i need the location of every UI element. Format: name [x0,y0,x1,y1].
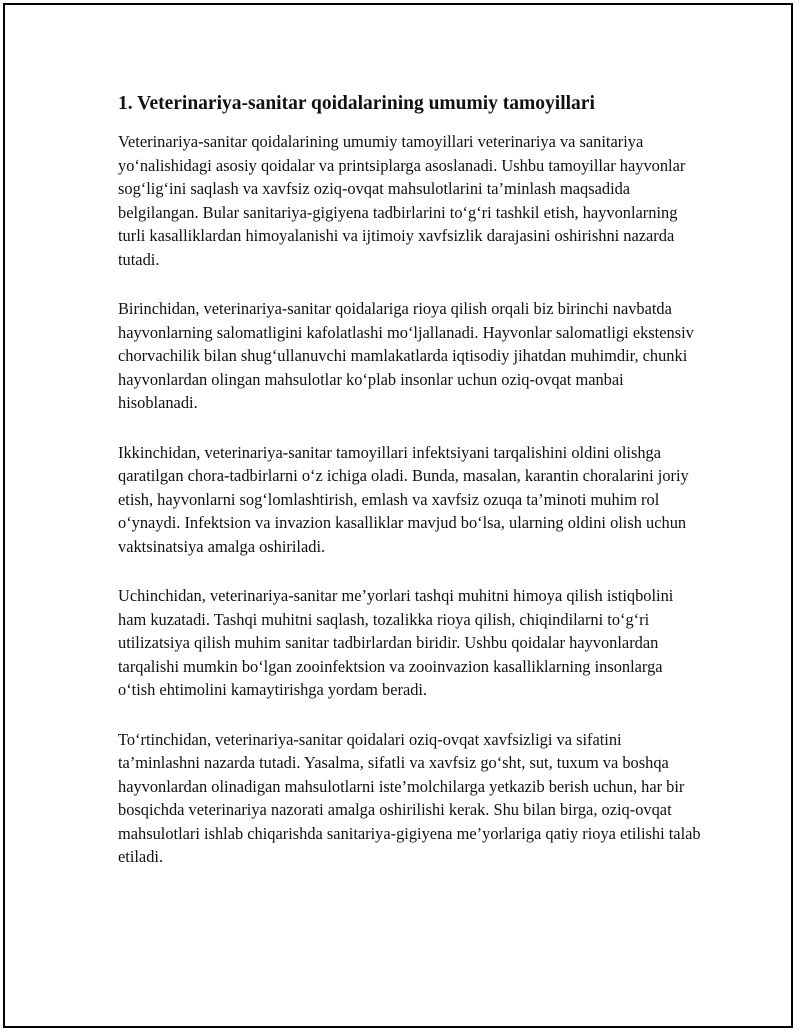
paragraph-second: Ikkinchidan, veterinariya-sanitar tamoyillari infektsiyani tarqalishini oldini olishga qaratilgan chora-tadbirlarni o‘z ichiga oladi. Bunda, masalan, karantin choralarini joriy etish, hayvonlarni sog‘lomlashtirish, emlash va xavfsiz ozuqa ta’minoti muhim rol o‘ynaydi. Infektsion va invazion kasalliklar mavjud bo‘lsa, ularning oldini olish uchun vaktsinatsiya amalga oshiriladi. [118,442,689,556]
paragraph-intro: Veterinariya-sanitar qoidalarining umumiy tamoyillari veterinariya va sanitariya yo‘nalishidagi asosiy qoidalar va printsiplarga asoslanadi. Ushbu tamoyillar hayvonlar sog‘lig‘ini saqlash va xavfsiz oziq-ovqat mahsulotlarini ta’minlash maqsadida belgilangan. Bular sanitariya-gigiyena tadbirlarini to‘g‘ri tashkil etish, hayvonlarning turli kasalliklardan himoyalanishi va ijtimoiy xavfsizlik darajasini oshirishni nazarda tutadi. [118,132,686,269]
paragraph-third: Uchinchidan, veterinariya-sanitar me’yorlari tashqi muhitni himoya qilish istiqbolini ham kuzatadi. Tashqi muhitni saqlash, tozalikka rioya qilish, chiqindilarni to‘g‘ri utilizatsiya qilish muhim sanitar tadbirlardan biridir. Ushbu qoidalar hayvonlardan tarqalishi mumkin bo‘lgan zooinfektsion va zooinvazion kasalliklarning insonlarga o‘tish ehtimolini kamaytirishga yordam beradi. [118,586,674,699]
document-body [118,92,703,869]
paragraph-first: Birinchidan, veterinariya-sanitar qoidalariga rioya qilish orqali biz birinchi navbatda hayvonlarning salomatligini kafolatlashi mo‘ljallanadi. Hayvonlar salomatligi ekstensiv chorvachilik bilan shug‘ullanuvchi mamlakatlarda iqtisodiy jihatdan muhimdir, chunki hayvonlardan olingan mahsulotlar ko‘plab insonlar uchun oziq-ovqat manbai hisoblanadi. [118,299,694,412]
paragraph-fourth: To‘rtinchidan, veterinariya-sanitar qoidalari oziq-ovqat xavfsizligi va sifatini ta’minlashni nazarda tutadi. Yasalma, sifatli va xavfsiz go‘sht, sut, tuxum va boshqa hayvonlardan olinadigan mahsulotlarni iste’molchilarga yetkazib berish uchun, har bir bosqichda veterinariya nazorati amalga oshirilishi kerak. Shu bilan birga, oziq-ovqat mahsulotlari ishlab chiqarishda sanitariya-gigiyena me’yorlariga qatiy rioya etilishi talab etiladi. [118,729,701,866]
section-heading: 1. Veterinariya-sanitar qoidalarining umumiy tamoyillari [118,93,595,114]
